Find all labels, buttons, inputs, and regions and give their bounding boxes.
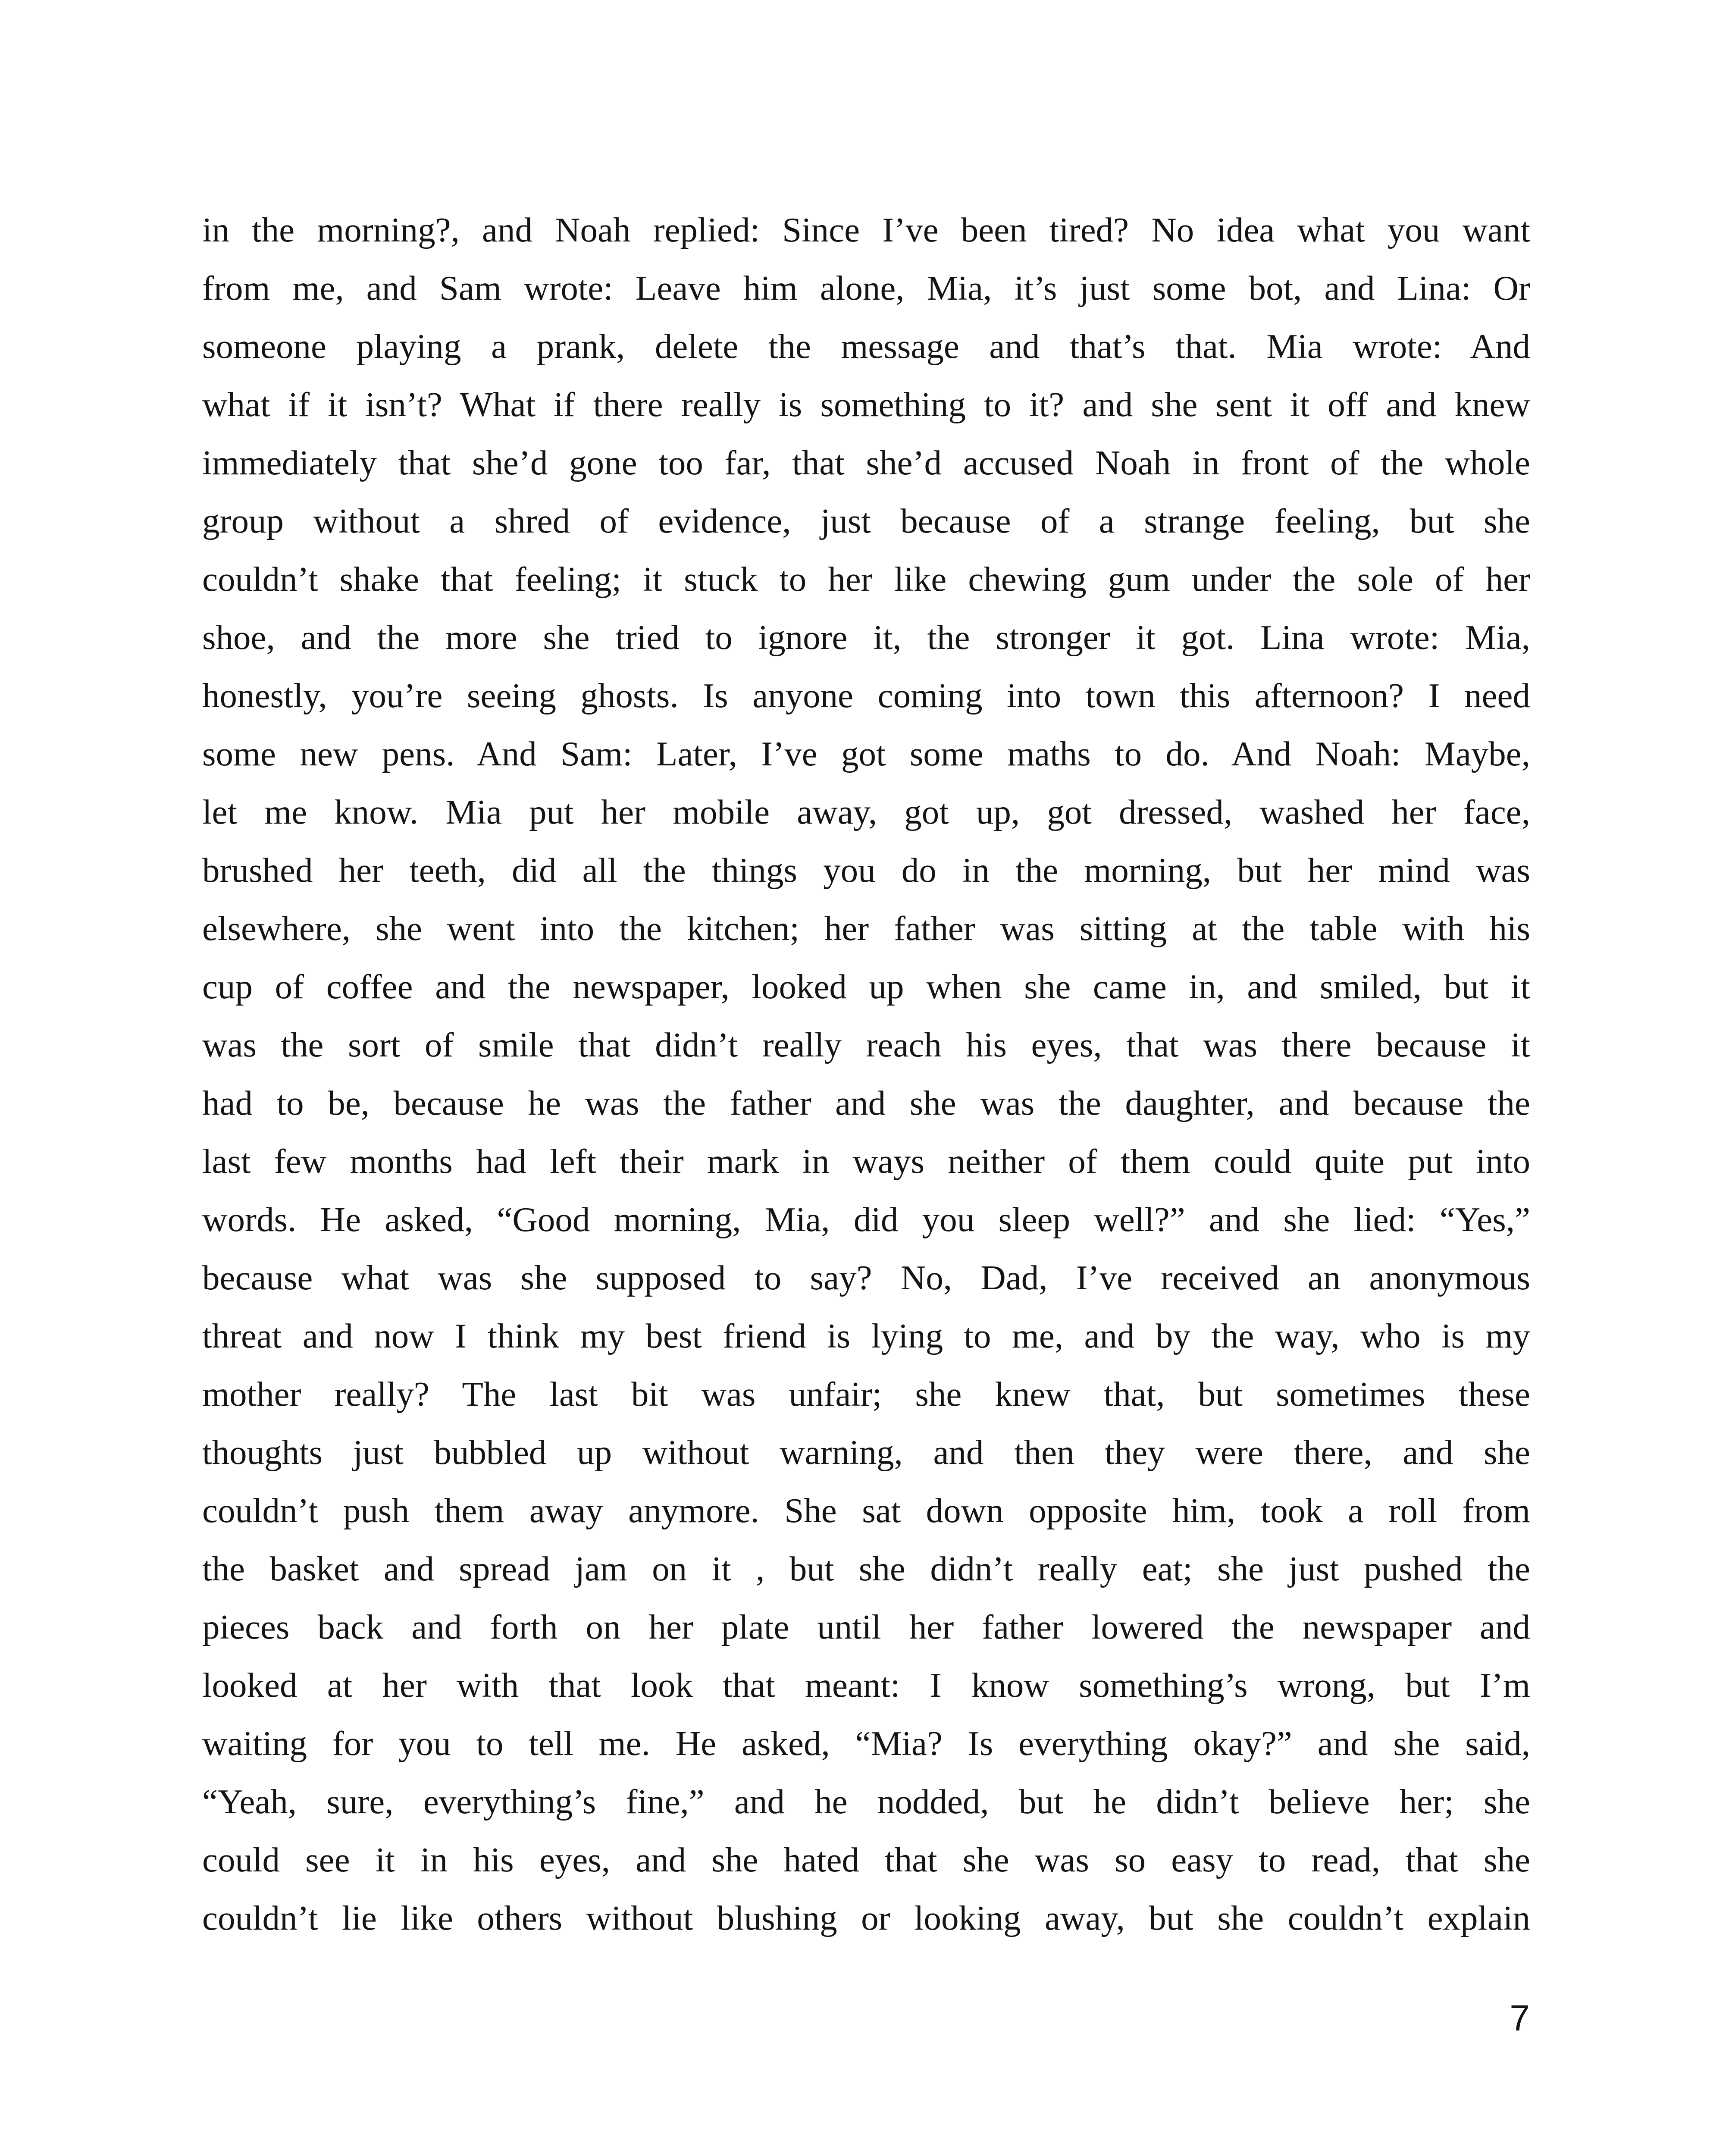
text-line: shoe, and the more she tried to ignore it, the stronger it got. Lina wrote: Mia, (202, 618, 1530, 657)
text-line: could see it in his eyes, and she hated that she was so easy to read, that she (202, 1840, 1530, 1879)
text-line: waiting for you to tell me. He asked, “Mia? Is everything okay?” and she said, (202, 1724, 1530, 1763)
text-line: brushed her teeth, did all the things you do in the morning, but her mind was (202, 851, 1530, 890)
text-line: in the morning?, and Noah replied: Since I’ve been tired? No idea what you want (202, 210, 1530, 249)
text-line: mother really? The last bit was unfair; she knew that, but sometimes these (202, 1375, 1530, 1413)
page-number: 7 (1510, 1998, 1530, 2038)
text-line: some new pens. And Sam: Later, I’ve got some maths to do. And Noah: Maybe, (202, 734, 1530, 773)
text-line: group without a shred of evidence, just because of a strange feeling, but she (202, 501, 1530, 540)
text-line: last few months had left their mark in ways neither of them could quite put into (202, 1142, 1530, 1181)
text-line: honestly, you’re seeing ghosts. Is anyone coming into town this afternoon? I need (202, 676, 1530, 715)
text-line: what if it isn’t? What if there really is something to it? and she sent it off and knew (202, 385, 1530, 424)
text-line: pieces back and forth on her plate until her father lowered the newspaper and (202, 1608, 1530, 1646)
text-line: immediately that she’d gone too far, that she’d accused Noah in front of the whole (202, 443, 1530, 482)
body-text (202, 201, 1530, 1947)
text-line: couldn’t shake that feeling; it stuck to her like chewing gum under the sole of her (202, 560, 1530, 599)
text-line: thoughts just bubbled up without warning, and then they were there, and she (202, 1433, 1530, 1472)
text-line: had to be, because he was the father and she was the daughter, and because the (202, 1084, 1530, 1122)
text-line: because what was she supposed to say? No, Dad, I’ve received an anonymous (202, 1258, 1530, 1297)
text-line: was the sort of smile that didn’t really reach his eyes, that was there because it (202, 1025, 1530, 1064)
text-line: cup of coffee and the newspaper, looked up when she came in, and smiled, but it (202, 967, 1530, 1006)
text-line: looked at her with that look that meant: I know something’s wrong, but I’m (202, 1666, 1530, 1705)
text-line: “Yeah, sure, everything’s fine,” and he nodded, but he didn’t believe her; she (202, 1782, 1530, 1821)
text-line: elsewhere, she went into the kitchen; her father was sitting at the table with his (202, 909, 1530, 948)
text-line: the basket and spread jam on it , but she didn’t really eat; she just pushed the (202, 1549, 1530, 1588)
text-line: someone playing a prank, delete the message and that’s that. Mia wrote: And (202, 327, 1530, 366)
text-line: from me, and Sam wrote: Leave him alone, Mia, it’s just some bot, and Lina: Or (202, 269, 1530, 307)
text-line: threat and now I think my best friend is lying to me, and by the way, who is my (202, 1316, 1530, 1355)
text-line: words. He asked, “Good morning, Mia, did you sleep well?” and she lied: “Yes,” (202, 1200, 1530, 1239)
text-line: let me know. Mia put her mobile away, got up, got dressed, washed her face, (202, 793, 1530, 831)
text-line: couldn’t push them away anymore. She sat down opposite him, took a roll from (202, 1491, 1530, 1530)
text-line: couldn’t lie like others without blushing or looking away, but she couldn’t explain (202, 1899, 1530, 1937)
